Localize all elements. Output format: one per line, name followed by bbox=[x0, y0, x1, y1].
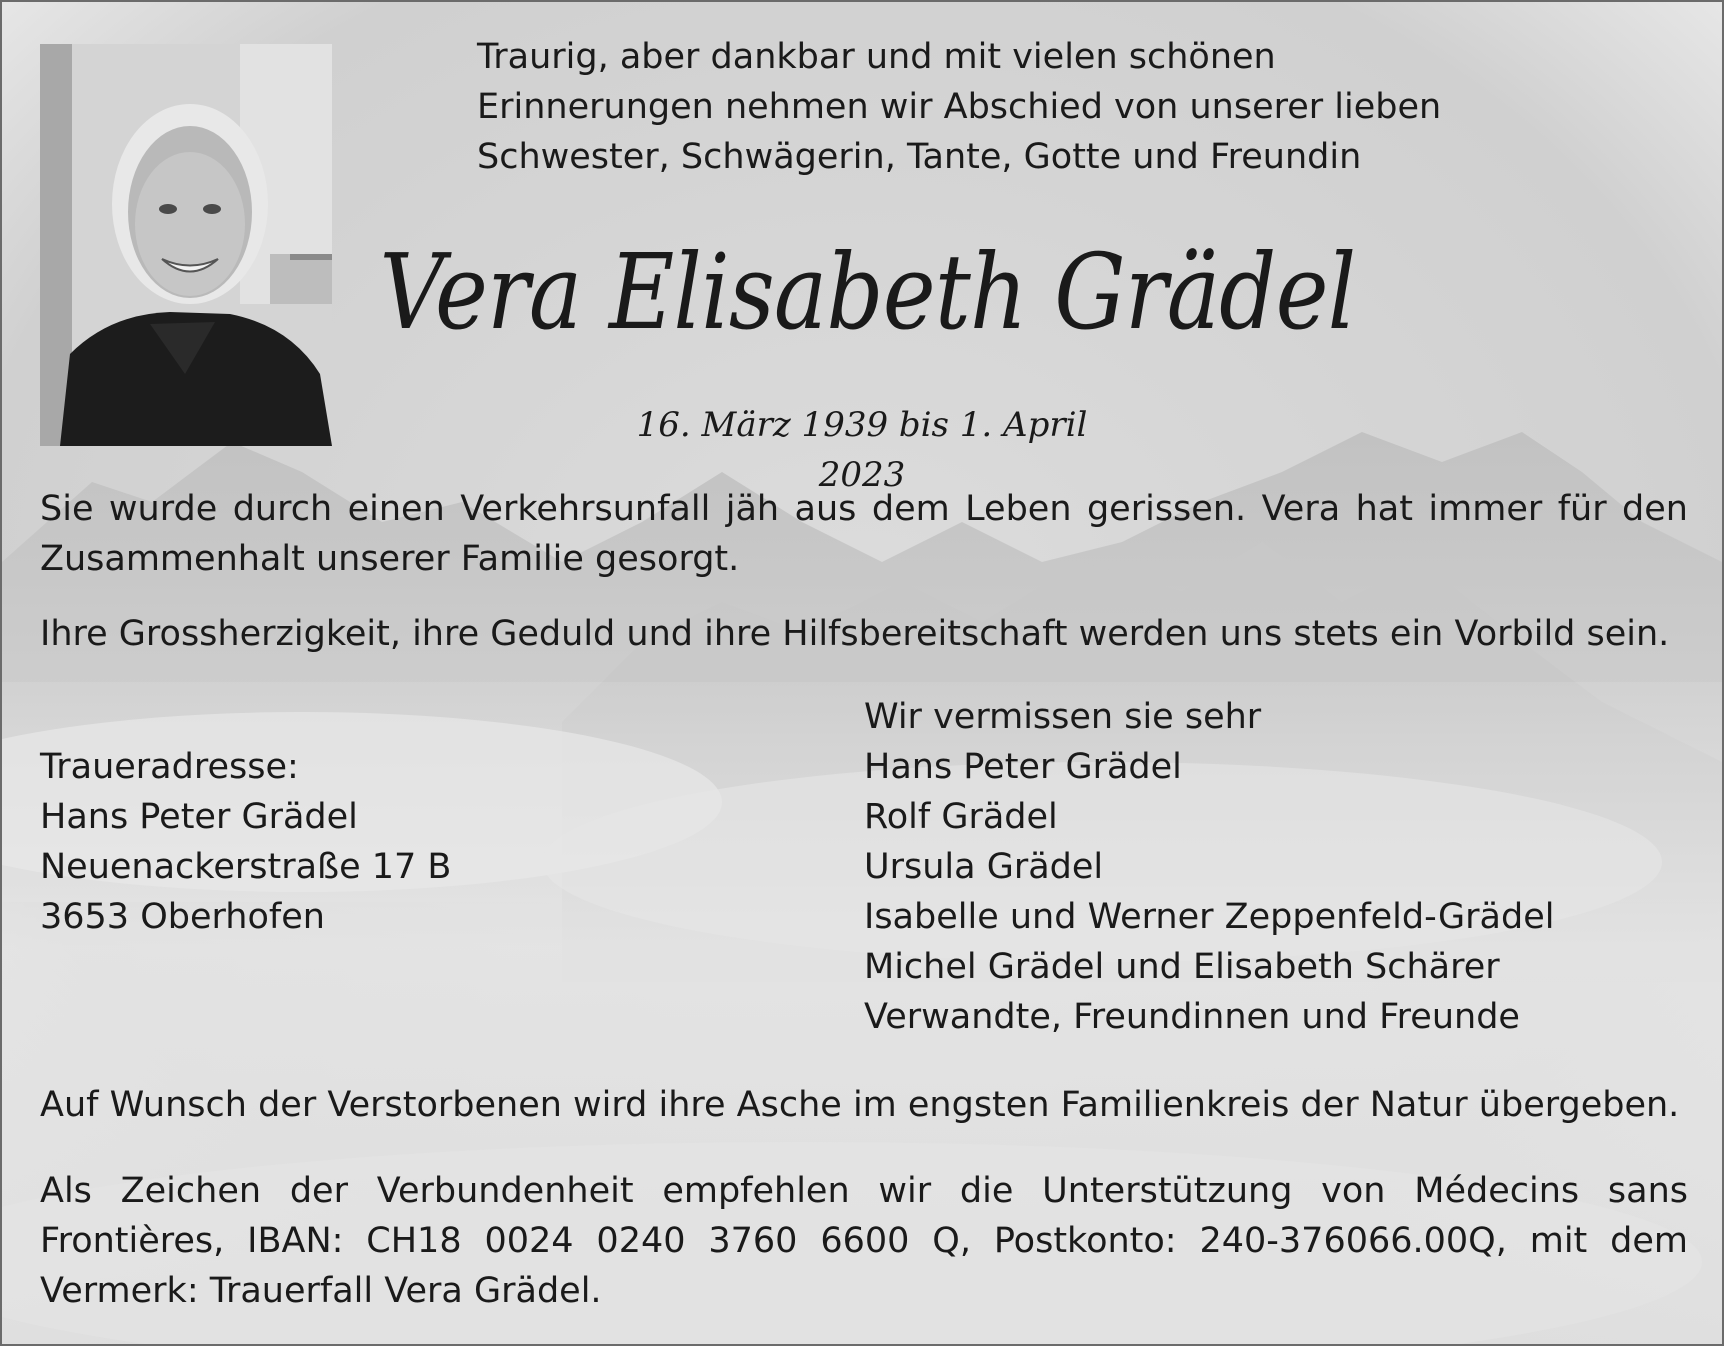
family-member: Verwandte, Freundinnen und Freunde bbox=[864, 997, 1520, 1037]
mourning-address bbox=[40, 742, 451, 942]
family-member: Ursula Grädel bbox=[864, 847, 1104, 887]
intro-line: Traurig, aber dankbar und mit vielen schönen bbox=[477, 37, 1276, 77]
address-street: Neuenackerstraße 17 B bbox=[40, 847, 452, 887]
intro-text bbox=[477, 32, 1441, 182]
deceased-name bbox=[2, 232, 1722, 352]
family-list bbox=[864, 692, 1554, 1042]
address-city: 3653 Oberhofen bbox=[40, 897, 325, 937]
family-member: Michel Grädel und Elisabeth Schärer bbox=[864, 947, 1500, 987]
intro-line: Schwester, Schwägerin, Tante, Gotte und Freundin bbox=[477, 137, 1362, 177]
address-name: Hans Peter Grädel bbox=[40, 797, 358, 837]
body-paragraph: Sie wurde durch einen Verkehrsunfall jäh aus dem Leben gerissen. Vera hat immer für den Zusammenhalt unserer Familie gesorgt. bbox=[40, 489, 1688, 579]
life-dates: 16. März 1939 bis 1. April 2023 bbox=[636, 405, 1088, 495]
family-heading: Wir vermissen sie sehr bbox=[864, 697, 1262, 737]
deceased-name-text: Vera Elisabeth Grädel bbox=[379, 231, 1355, 353]
family-member: Hans Peter Grädel bbox=[864, 747, 1182, 787]
donation-paragraph: Als Zeichen der Verbundenheit empfehlen wir die Unterstützung von Médecins sans Frontières, IBAN: CH18 0024 0240 3760 6600 Q, Postkonto: 240-376066.00Q, mit dem Vermerk: Trauerfall Vera Grädel. bbox=[40, 1171, 1688, 1311]
body-paragraph: Ihre Grossherzigkeit, ihre Geduld und ihre Hilfsbereitschaft werden uns stets ein Vorbild sein. bbox=[40, 614, 1670, 654]
intro-line: Erinnerungen nehmen wir Abschied von unserer lieben bbox=[477, 87, 1442, 127]
family-member: Rolf Grädel bbox=[864, 797, 1058, 837]
closing-paragraph: Auf Wunsch der Verstorbenen wird ihre Asche im engsten Familienkreis der Natur übergeben. bbox=[40, 1085, 1680, 1125]
address-label: Traueradresse: bbox=[40, 747, 299, 787]
family-member: Isabelle und Werner Zeppenfeld-Grädel bbox=[864, 897, 1555, 937]
